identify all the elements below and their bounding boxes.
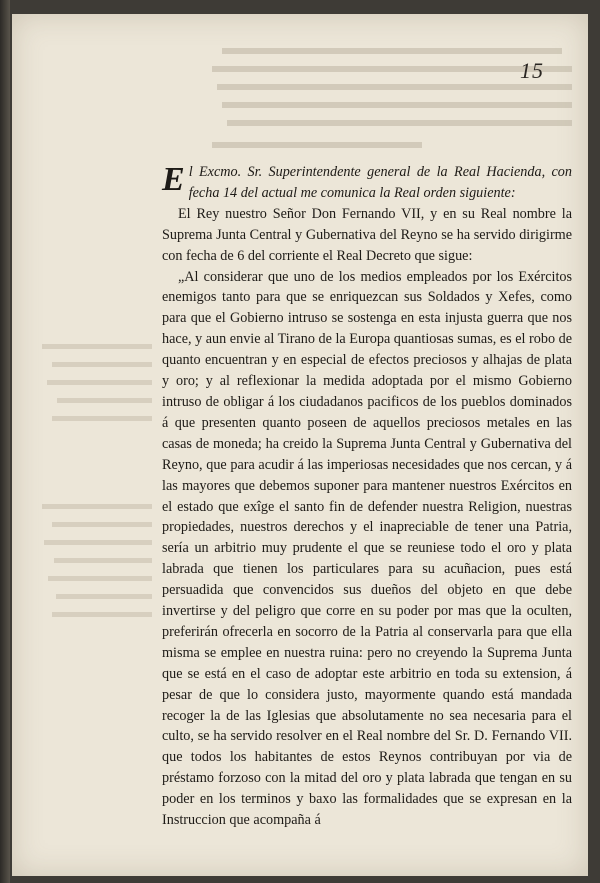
intro-paragraph [162,162,572,204]
document-page [12,14,588,876]
show-through-margin [32,344,152,704]
paragraph-royal-order: El Rey nuestro Señor Don Fernando VII, y en su Real nombre la Suprema Junta Central y Gubernativa del Reyno se ha servido dirigirme con fecha de 6 del corriente el Real Decreto que sigue: [162,205,572,264]
folio-number: 15 [520,58,544,83]
binding-edge [0,0,10,883]
paragraph-decree: „Al considerar que uno de los medios empleados por los Exércitos enemigos tanto para que se enriquezcan sus Soldados y Xefes, como para que el Gobierno intruso se sostenga en esta injusta guerra que nos hace, y aun envie al Tirano de la Europa quantiosas sumas, es el robo de quanto encuentran y en especial de efectos preciosos y alhajas de plata y oro; y al reflexionar la medida adoptada por el mismo Gobierno intruso de obligar á los ciudadanos pacificos de los pueblos dominados á que presenten quanto poseen de aquellos preciosos metales en las casas de moneda; ha creido la Suprema Junta Central y Gubernativa del Reyno, que para acudir á las imperiosas necesidades que nos cercan, y á las mayores que debemos suponer para mantener nuestros Exércitos en el estado que exîge el santo fin de defender nuestra Religion, nuestras propiedades, nuestros derechos y el inapreciable de tener una Patria, sería un arbitrio muy prudente el que se reuniese todo el oro y plata labrada que tienen los particulares para su acuñacion, pues está persuadida que convencidos sus dueños del objeto en que debe invertirse y del peligro que corre en su poder por mas que la oculten, preferirán ofrecerla en socorro de la Patria al conservarla para que ella misma se emplee en nuestra ruina: pero no creyendo la Suprema Junta que se está en el caso de adoptar este arbitrio en toda su extension, á pesar de que lo considera justo, mayormente quando está mandada recoger la de las Iglesias que absolutamente no sea necesaria para el culto, se ha servido resolver en el Real nombre del Sr. D. Fernando VII. que todos los habitantes de estos Reynos contribuyan por via de préstamo forzoso con la mitad del oro y plata labrada que tengan en su poder en los terminos y baxo las formalidades que se expresan en la Instruccion que acompaña á [162,268,572,829]
show-through-margin-lines [32,344,152,704]
show-through-text [192,42,572,162]
show-through-lines [192,42,572,162]
intro-text: l Excmo. Sr. Superintendente general de la Real Hacienda, con fecha 14 del actual me comunica la Real orden siguiente: [188,164,572,201]
document-body [162,162,572,831]
drop-cap: E [162,161,185,198]
